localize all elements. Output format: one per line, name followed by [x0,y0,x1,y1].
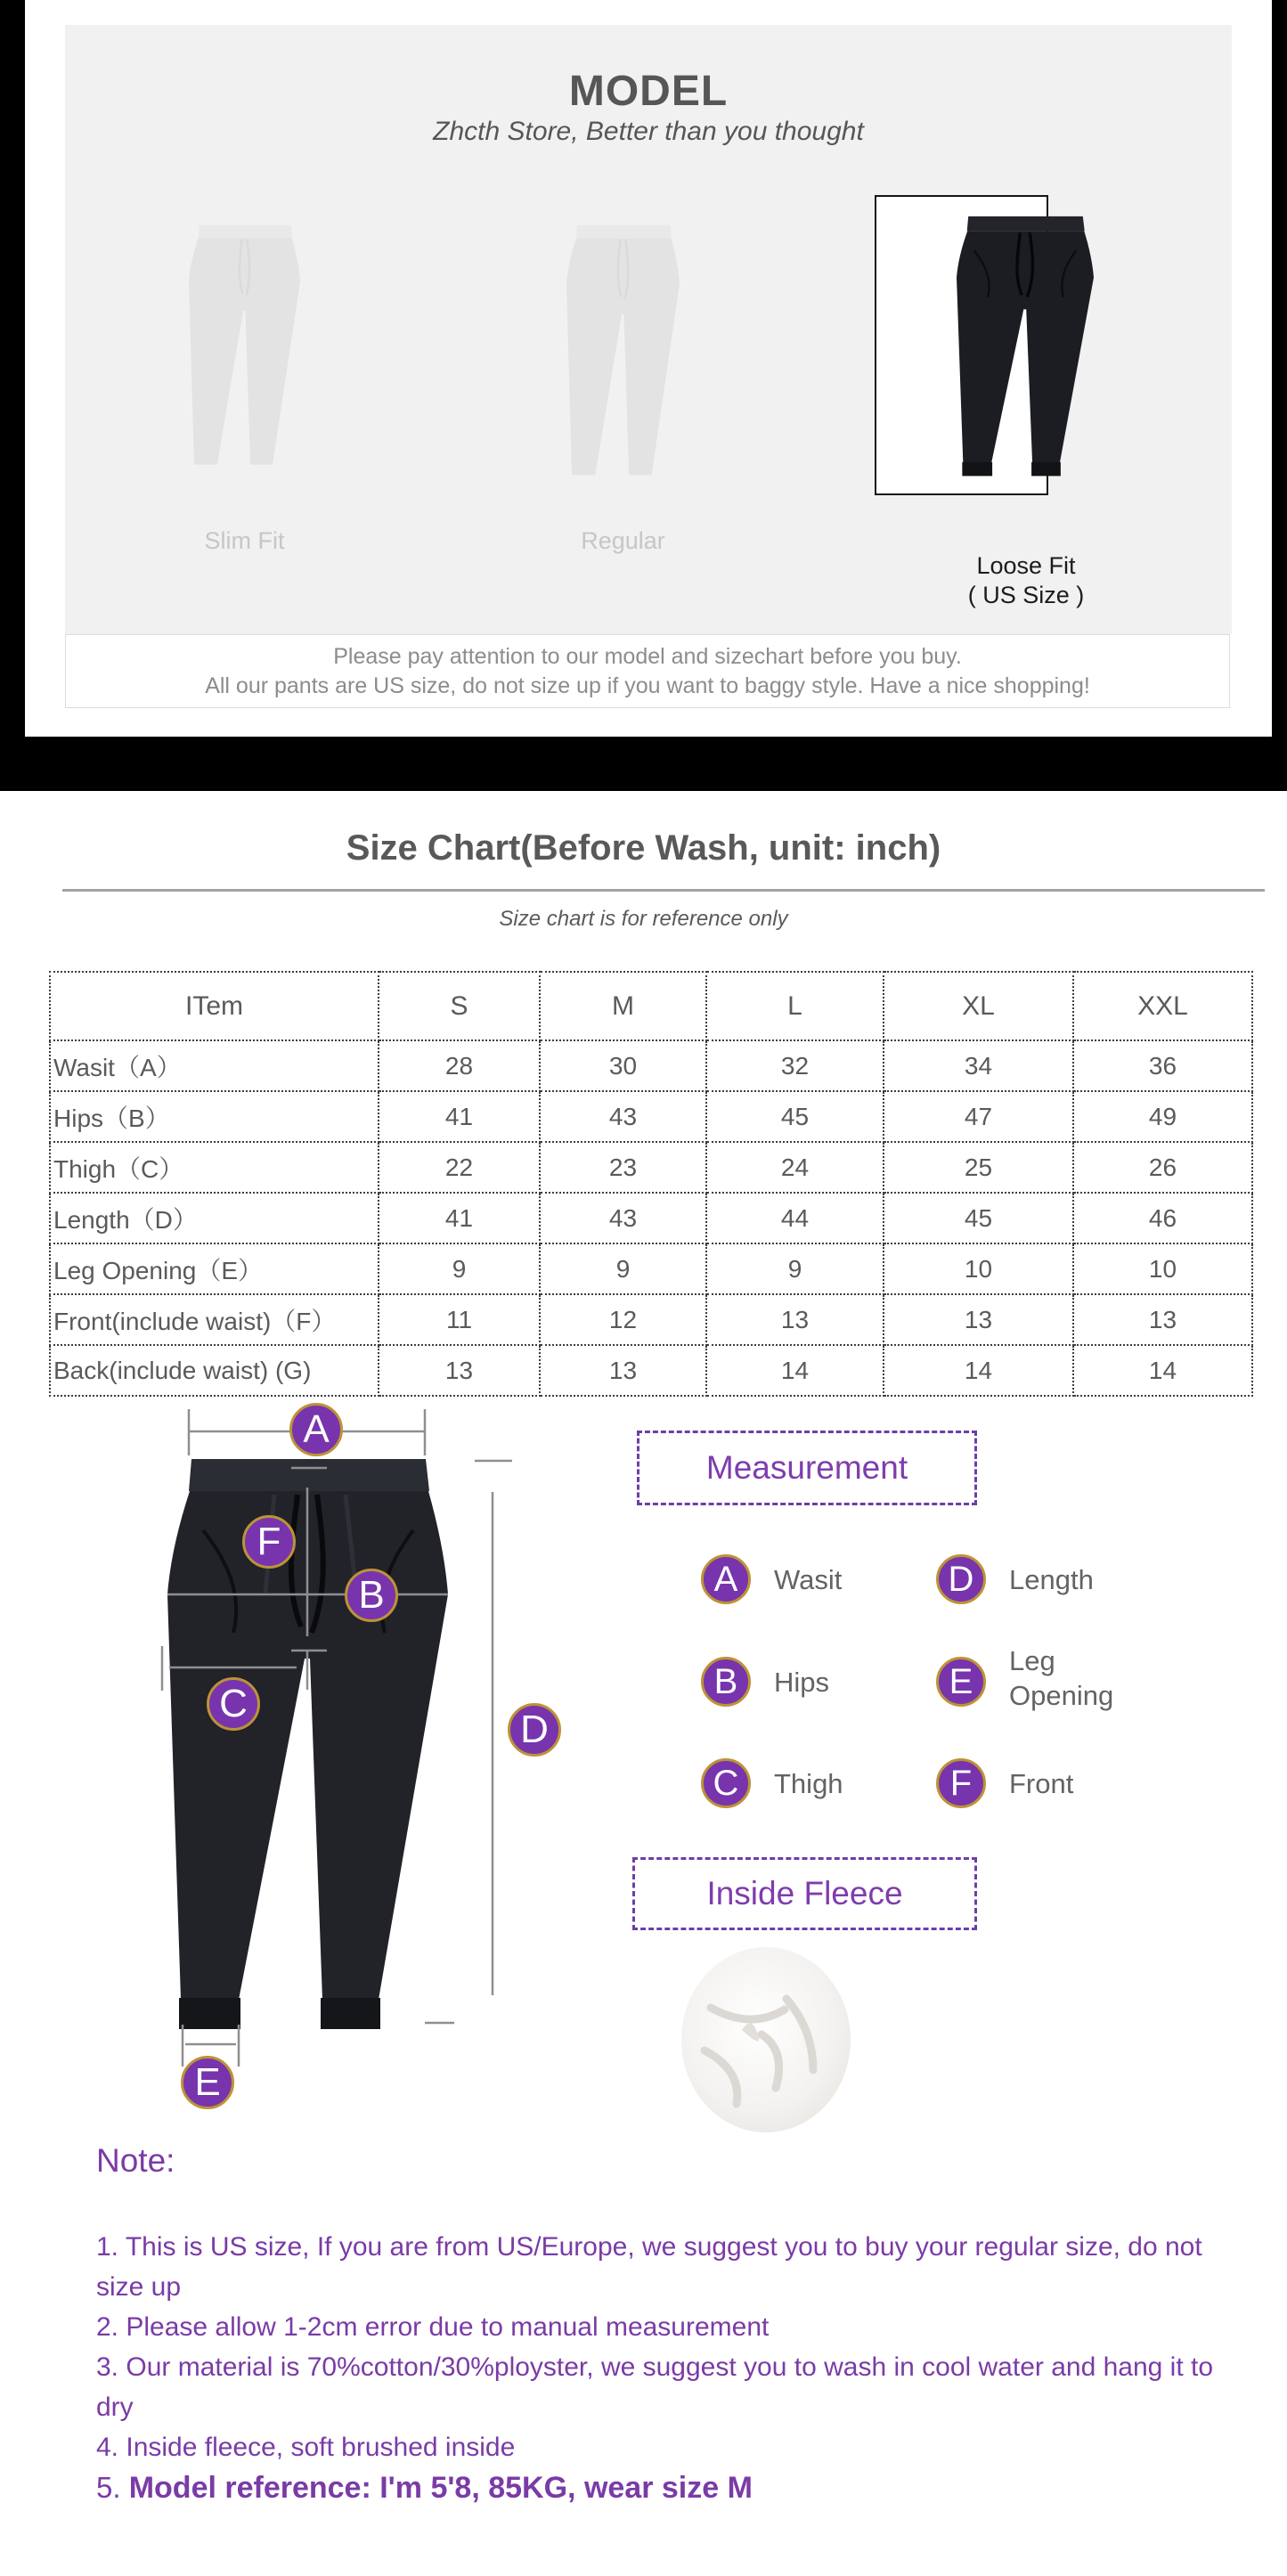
row-label: Thigh（C） [50,1142,379,1193]
cell: 13 [884,1294,1073,1345]
table-row [50,1243,1252,1294]
table-row [50,1345,1252,1396]
cell: 11 [379,1294,540,1345]
diagram-badge-d-icon: D [508,1703,561,1757]
cell: 36 [1073,1040,1252,1091]
note-item-4: 4. Inside fleece, soft brushed inside [96,2433,516,2462]
legend-label-length: Length [1009,1564,1094,1595]
horizontal-rule [62,889,1265,892]
cell: 9 [706,1243,884,1294]
cell: 14 [1073,1345,1252,1396]
cell: 12 [540,1294,706,1345]
row-label: Wasit（A） [50,1040,379,1091]
column-header: ITem [50,972,379,1040]
fit-label-regular: Regular [581,527,665,554]
cell: 46 [1073,1193,1252,1243]
note-item-2: 2. Please allow 1-2cm error due to manual measurement [96,2312,770,2342]
purchase-notice-line2: All our pants are US size, do not size up if you want to baggy style. Have a nice shopping! [205,673,1090,698]
fit-label-loose-sub: ( US Size ) [967,582,1085,608]
note-item-5-prefix: 5. [96,2471,129,2504]
cell: 41 [379,1193,540,1243]
cell: 41 [379,1091,540,1142]
legend-badge-f-icon: F [936,1758,986,1808]
cell: 49 [1073,1091,1252,1142]
cell: 22 [379,1142,540,1193]
column-header: XXL [1073,972,1252,1040]
diagram-badge-b-icon: B [345,1569,398,1622]
note-item-3: 3. Our material is 70%cotton/30%ployster, we suggest you to wash in cool water and hang it to dry [96,2352,1214,2422]
cell: 26 [1073,1142,1252,1193]
cell: 43 [540,1091,706,1142]
cell: 32 [706,1040,884,1091]
cell: 9 [379,1243,540,1294]
size-chart-title: Size Chart(Before Wash, unit: inch) [346,828,941,868]
table-row [50,1294,1252,1345]
regular-silhouette-image [566,224,680,483]
diagram-badge-e-icon: E [181,2056,234,2109]
cell: 28 [379,1040,540,1091]
table-header-row [50,972,1252,1040]
cell: 10 [884,1243,1073,1294]
table-row [50,1142,1252,1193]
row-label: Front(include waist)（F） [50,1294,379,1345]
cell: 13 [706,1294,884,1345]
legend-label-thigh: Thigh [774,1768,843,1799]
left-black-border [0,0,25,791]
cell: 25 [884,1142,1073,1193]
row-label: Hips（B） [50,1091,379,1142]
note-item-5-bold: Model reference: I'm 5'8, 85KG, wear size M [128,2471,753,2505]
cell: 34 [884,1040,1073,1091]
diagram-badge-f-icon: F [242,1515,296,1569]
cell: 10 [1073,1243,1252,1294]
cell: 47 [884,1091,1073,1142]
cell: 14 [706,1345,884,1396]
legend-badge-c-icon: C [701,1758,751,1808]
diagram-badge-c-icon: C [207,1677,260,1731]
model-subtitle: Zhcth Store, Better than you thought [433,117,864,146]
row-label: Back(include waist) (G) [50,1345,379,1396]
legend-label-hips: Hips [774,1667,830,1698]
cell: 14 [884,1345,1073,1396]
note-heading: Note: [96,2142,175,2179]
cell: 23 [540,1142,706,1193]
cell: 13 [1073,1294,1252,1345]
model-title: MODEL [568,68,729,115]
fit-label-slim: Slim Fit [204,527,285,554]
column-header: M [540,972,706,1040]
cell: 13 [540,1345,706,1396]
loose-fit-pants-image [957,216,1094,485]
fit-label-loose: Loose Fit [976,552,1076,579]
table-row [50,1091,1252,1142]
legend-badge-a-icon: A [701,1554,751,1604]
inside-fleece-box [632,1857,977,1930]
legend-label-leg-opening: Leg Opening [1009,1645,1114,1711]
cell: 44 [706,1193,884,1243]
cell: 30 [540,1040,706,1091]
table-row [50,1193,1252,1243]
purchase-notice-box [65,634,1230,708]
legend-badge-b-icon: B [701,1657,751,1707]
cell: 13 [379,1345,540,1396]
cell: 45 [884,1193,1073,1243]
cell: 45 [706,1091,884,1142]
measurement-title: Measurement [705,1449,908,1486]
note-item-5 [96,2467,1218,2508]
cell: 24 [706,1142,884,1193]
fleece-fabric-image [680,1945,852,2134]
table-row [50,1040,1252,1091]
row-label: Leg Opening（E） [50,1243,379,1294]
inside-fleece-title: Inside Fleece [706,1875,903,1912]
measurement-box [637,1431,977,1505]
cell: 9 [540,1243,706,1294]
legend-label-wasit: Wasit [774,1564,843,1595]
legend-label-front: Front [1009,1768,1074,1799]
diagram-badge-a-icon: A [289,1403,343,1456]
measurement-guide-lines [89,1398,588,2164]
purchase-notice-line1: Please pay attention to our model and sizechart before you buy. [333,644,962,669]
cell: 43 [540,1193,706,1243]
slim-fit-silhouette-image [189,224,300,472]
column-header: S [379,972,540,1040]
note-item-1: 1. This is US size, If you are from US/Europe, we suggest you to buy your regular size, do not size up [96,2232,1202,2302]
section-divider-bar [0,737,1287,791]
size-chart-table [49,971,1253,1397]
column-header: XL [884,972,1073,1040]
note-list [96,2227,1218,2508]
legend-badge-e-icon: E [936,1657,986,1707]
legend-badge-d-icon: D [936,1554,986,1604]
size-chart-subtitle: Size chart is for reference only [499,907,788,931]
row-label: Length（D） [50,1193,379,1243]
right-black-border [1272,0,1287,791]
column-header: L [706,972,884,1040]
